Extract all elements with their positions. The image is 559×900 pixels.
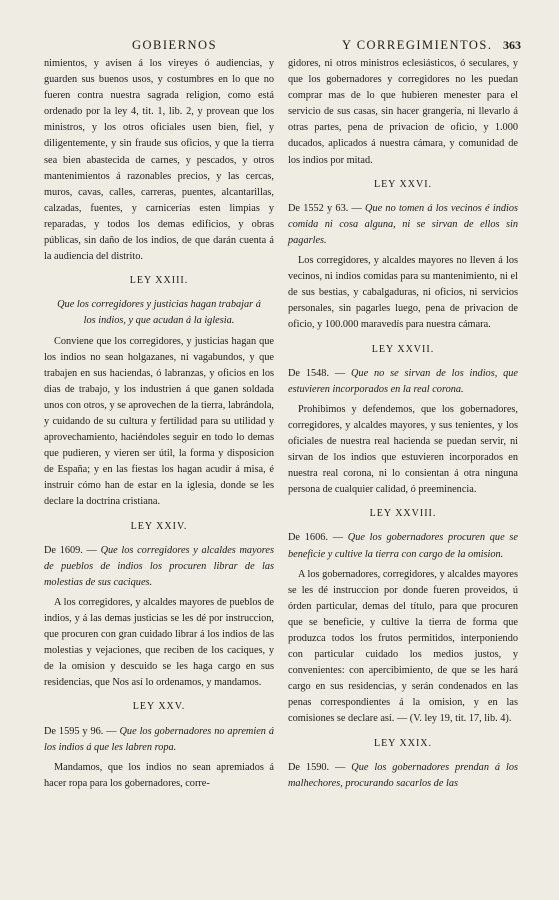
law-summary-xxix xyxy=(288,760,518,792)
law-text-xxiii: Conviene que los corregidores, y justicias hagan que los indios no sean holgazanes, ni vagabundos, y que trabajen en sus haciendas, ó labranzas, y oficios en los dias de trabajo, y los industrien á que ganen soldada unos con otros, y se aprovechen de la tierra, labrándola, y cuidando de su cultura y fertilidad para su utilidad y aprovechamiento, haciéndoles seguir en todo lo demas que pudieren, y vieren ser útil, la forma y disposicion de España; y en las fiestas los hagan acudir á misa, é instruir cómo han de estar en la iglesia, donde se les declare la doctrina cristiana. xyxy=(44,335,274,508)
law-date-xxiv: De 1609. — xyxy=(44,544,97,556)
paragraph-continuation-right: gidores, ni otros ministros eclesiásticos, ó seculares, y que los gobernadores y corregidores no les puedan comprar mas de lo que hubieren menester para el servicio de sus casas, sin hacer grangería, ni llevarlo á otras partes, pena de privacion de oficio, y 1.000 ducados, aplicados á nuestra cámara, y comunidad de los indios por mitad. xyxy=(288,58,518,166)
page-number: 363 xyxy=(503,38,521,52)
law-heading-xxv: LEY XXV. xyxy=(132,701,186,713)
law-summary-xxvi xyxy=(288,201,518,249)
law-heading-xxvii: LEY XXVII. xyxy=(371,343,435,355)
law-text-xxvi: Los corregidores, y alcaldes mayores no lleven á los vecinos, ni indios comidas para su mantenimiento, ni el de sus bestias, y cabalgaduras, ni oficios, ni servicios personales, sin pagarles luego, pena de privacion de oficio, y 100.000 maravedís para nuestra cámara. xyxy=(288,255,518,331)
law-summary-text-xxviii: Que los gobernadores procuren que se beneficie y cultive la tierra con cargo de la omision. xyxy=(288,532,518,560)
law-text-xxiv: A los corregidores, y alcaldes mayores de pueblos de indios, y á las demas justicias se les dé por instruccion, que procuren con gran cuidado librar á los indios de las molestias y vejaciones, que reciben de los caciques, y de la omision y descuido se les haga cargo en sus residencias, que Nos así lo ordenamos, y mandamos. xyxy=(44,596,274,689)
law-summary-text-xxvii: Que no se sirvan de los indios, que estuvieren incorporados en la real corona. xyxy=(288,367,518,395)
law-summary-xxv xyxy=(44,724,274,756)
law-summary-text-xxvi: Que no tomen á los vecinos é indios comida ni cosa alguna, ni se sirvan de ellos sin pagarles. xyxy=(288,202,519,246)
law-text-xxv: Mandamos, que los indios no sean apremiados á hacer ropa para los gobernadores, corre- xyxy=(44,761,274,789)
running-header-left: GOBIERNOS xyxy=(132,38,218,52)
law-text-xxviii: A los gobernadores, corregidores, y alcaldes mayores se les dé instruccion por donde fueren proveidos, ú órden particular, demas del título, para que procuren que se beneficie, y cultive la tierra de forma que produzca todos los frutos permitidos, interponiendo con particular cuidado los medios justos, y convenientes: con apercibimiento, de que se les hará cargo en sus residencias, y serán condenados en las penas correspondientes á la omision, y en las comisiones se declare así. — (V. ley 19, tit. 17, lib. 4). xyxy=(288,568,518,725)
law-summary-text-xxiv: Que los corregidores y alcaldes mayores de pueblos de indios los procuren librar de las molestias de sus caciques. xyxy=(44,544,275,588)
law-heading-xxix: LEY XXIX. xyxy=(373,737,433,749)
law-summary-xxvii xyxy=(288,366,518,398)
law-date-xxviii: De 1606. — xyxy=(288,532,343,544)
right-column xyxy=(288,56,518,792)
law-date-xxix: De 1590. — xyxy=(288,761,346,773)
paragraph-continuation: nimientos, y avisen á los vireyes ó audiencias, y guarden sus buenos usos, y costumbres en lo que no fueren contra nuestra sagrada religion, como está ordenado por la ley 4, tit. 1, lib. 2, y provean que los ministros, y los otros oficiales usen bien, fiel, y diligentemente, y sin fraude sus oficios, y que la tierra sea bien abastecida de carnes, y pescados, y otros mantenimientos á razonables precios, y las cercas, muros, cavas, calles, carreras, puentes, alcantarillas, calzadas, fuentes, y carnicerías esten limpias y reparadas, y todos los demas edificios, y obras públicas, sin daño de los indios, de que darán cuenta á la audiencia del distrito. xyxy=(44,58,274,263)
law-summary-text-xxv: Que los gobernadores no apremien á los indios á que les labren ropa. xyxy=(44,725,275,753)
law-summary-xxviii xyxy=(288,530,518,562)
law-heading-xxiv: LEY XXIV. xyxy=(130,520,188,532)
law-date-xxvi: De 1552 y 63. — xyxy=(288,202,362,214)
law-summary-text-xxix: Que los gobernadores prendan á los malhechores, procurando sacarlos de las xyxy=(288,761,518,789)
law-text-xxvii: Prohibimos y defendemos, que los gobernadores, corregidores, y alcaldes mayores, y sus tenientes, y los oficiales de nuestra real hacienda se puedan servir, ni sirvan de los indios que estuvieren incorporados en nuestra real corona, ni lo consientan á otra ninguna persona de cualquier calidad, ó preeminencia. xyxy=(288,403,518,496)
law-summary-xxiii: Que los corregidores y justicias hagan trabajar á los indios, y que acudan á la iglesia. xyxy=(57,299,261,327)
law-heading-xxiii: LEY XXIII. xyxy=(129,275,189,287)
law-date-xxv: De 1595 y 96. — xyxy=(44,725,117,737)
running-header-right: Y CORREGIMIENTOS. xyxy=(342,38,493,52)
law-heading-xxvi: LEY XXVI. xyxy=(373,178,433,190)
left-column xyxy=(44,56,274,792)
law-summary-xxiv xyxy=(44,543,274,591)
law-date-xxvii: De 1548. — xyxy=(288,367,346,379)
law-heading-xxviii: LEY XXVIII. xyxy=(369,508,437,520)
